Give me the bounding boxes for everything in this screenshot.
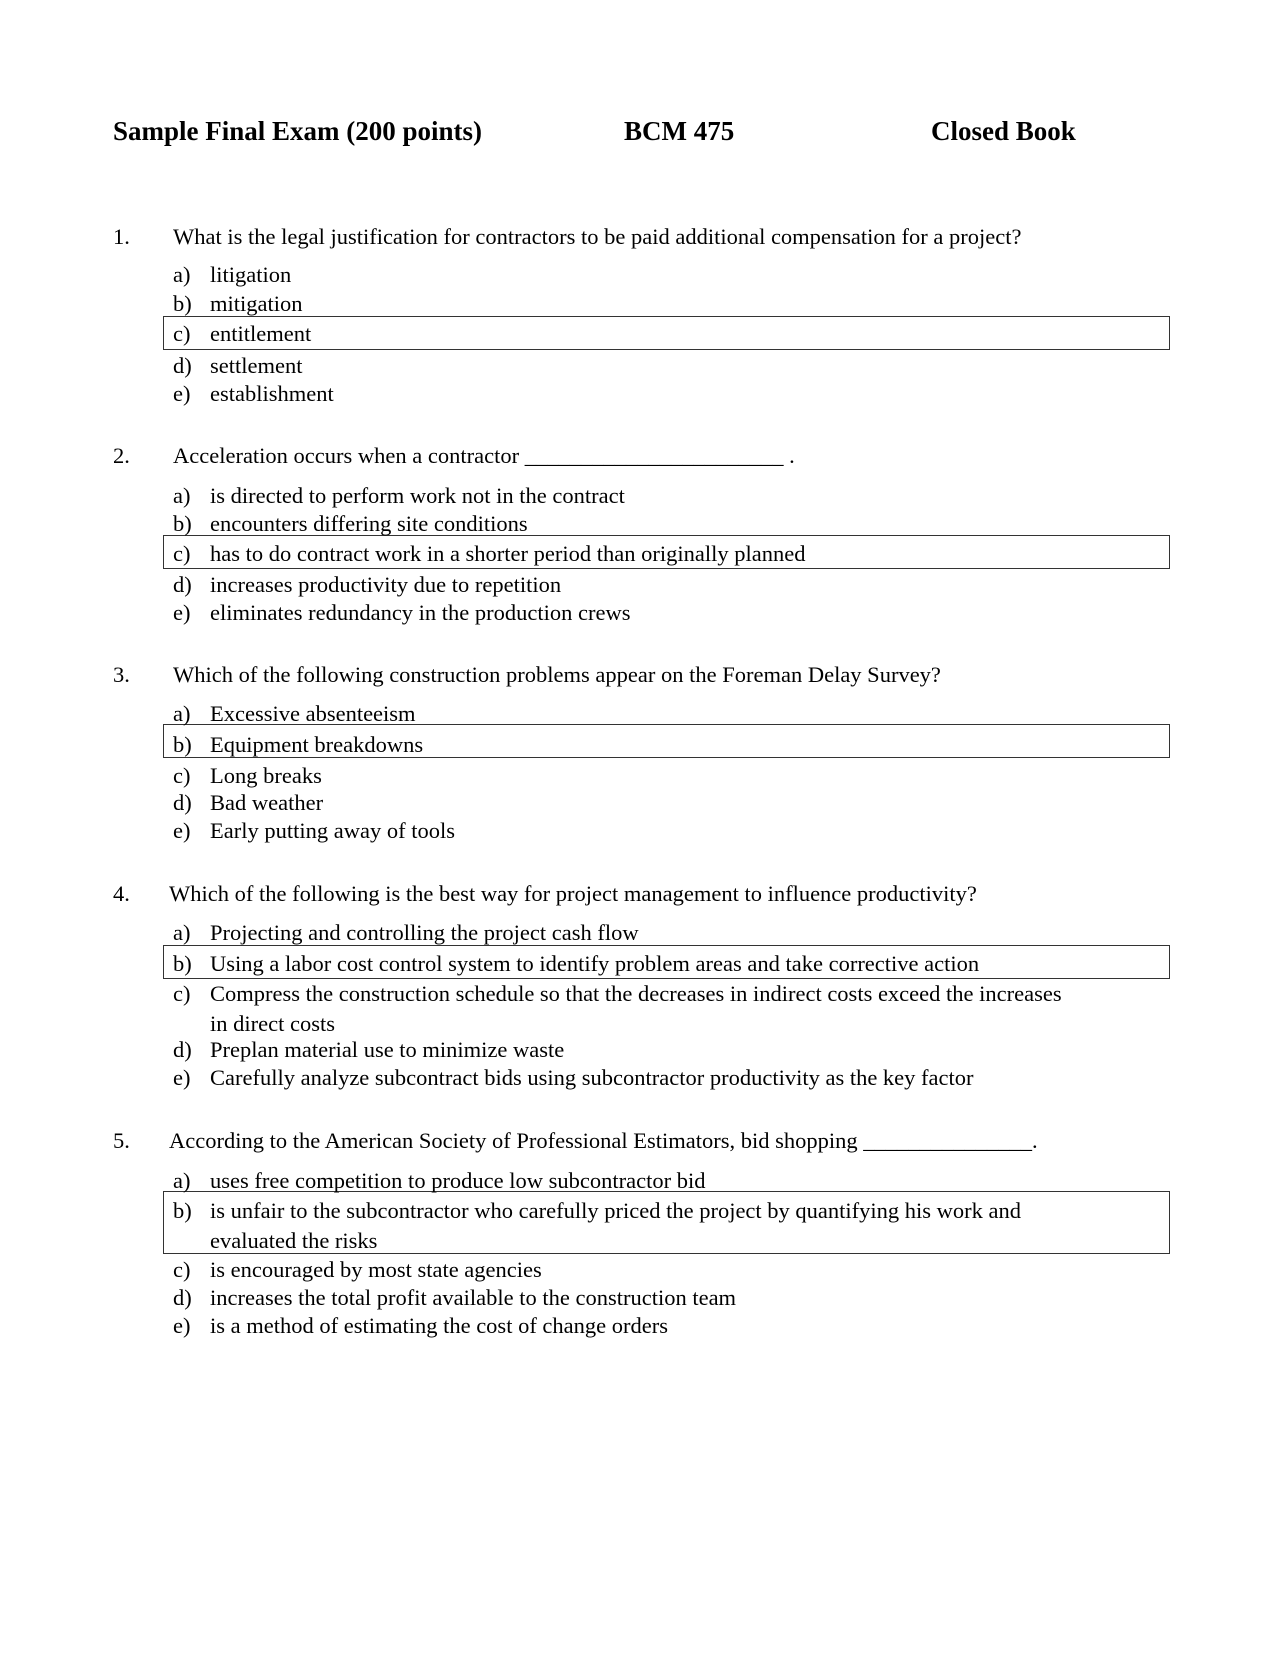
option-letter: d) xyxy=(173,353,192,378)
question-number: 5. xyxy=(113,1128,130,1153)
answer-highlight-box xyxy=(163,316,1170,350)
question-text: According to the American Society of Professional Estimators, bid shopping _______________. xyxy=(169,1128,1038,1153)
option-text: litigation xyxy=(210,262,292,287)
option-letter: b) xyxy=(173,732,192,757)
option-letter: b) xyxy=(173,951,192,976)
option-letter: e) xyxy=(173,600,191,625)
option-text: Equipment breakdowns xyxy=(210,732,424,757)
option-text: Using a labor cost control system to identify problem areas and take corrective action xyxy=(210,951,980,976)
option-letter: a) xyxy=(173,920,191,945)
option-letter: d) xyxy=(173,572,192,597)
option-letter: d) xyxy=(173,790,192,815)
exam-format: Closed Book xyxy=(931,116,1076,146)
option-text: entitlement xyxy=(210,321,312,346)
option-letter: c) xyxy=(173,763,191,788)
option-text: increases productivity due to repetition xyxy=(210,572,562,597)
course-code: BCM 475 xyxy=(624,116,735,146)
option-letter: d) xyxy=(173,1037,192,1062)
question-text: Acceleration occurs when a contractor _______________________ . xyxy=(173,443,795,468)
exam-header xyxy=(0,116,1280,156)
option-text: increases the total profit available to the construction team xyxy=(210,1285,737,1310)
question-text: Which of the following is the best way for project management to influence productivity? xyxy=(169,881,977,906)
option-text: encounters differing site conditions xyxy=(210,511,528,536)
option-text: Compress the construction schedule so that the decreases in indirect costs exceed the increases in direct costs xyxy=(210,981,1062,1036)
option-text: Bad weather xyxy=(210,790,324,815)
question-number: 4. xyxy=(113,881,130,906)
option-letter: c) xyxy=(173,981,191,1006)
option-letter: b) xyxy=(173,511,192,536)
option-letter: c) xyxy=(173,541,191,566)
option-text: is unfair to the subcontractor who carefully priced the project by quantifying his work and evaluated the risks xyxy=(210,1198,1022,1253)
option-text: uses free competition to produce low subcontractor bid xyxy=(210,1168,706,1193)
option-text: Excessive absenteeism xyxy=(210,701,416,726)
question-text: What is the legal justification for contractors to be paid additional compensation for a project? xyxy=(173,224,1022,249)
exam-title: Sample Final Exam (200 points) xyxy=(113,116,483,146)
option-text: settlement xyxy=(210,353,303,378)
option-letter: a) xyxy=(173,483,191,508)
question-number: 1. xyxy=(113,224,130,249)
question-number: 2. xyxy=(113,443,130,468)
question-text: Which of the following construction problems appear on the Foreman Delay Survey? xyxy=(173,662,941,687)
option-letter: d) xyxy=(173,1285,192,1310)
option-letter: e) xyxy=(173,381,191,406)
option-text: Long breaks xyxy=(210,763,322,788)
option-text: is encouraged by most state agencies xyxy=(210,1257,542,1282)
option-letter: e) xyxy=(173,1065,191,1090)
option-letter: a) xyxy=(173,1168,191,1193)
option-text: eliminates redundancy in the production crews xyxy=(210,600,631,625)
option-text: has to do contract work in a shorter period than originally planned xyxy=(210,541,806,566)
option-text: is a method of estimating the cost of change orders xyxy=(210,1313,668,1338)
option-letter: b) xyxy=(173,1198,192,1223)
option-letter: e) xyxy=(173,818,191,843)
option-letter: c) xyxy=(173,1257,191,1282)
option-text: Early putting away of tools xyxy=(210,818,455,843)
option-letter: c) xyxy=(173,321,191,346)
option-text: mitigation xyxy=(210,291,303,316)
option-letter: a) xyxy=(173,262,191,287)
option-text: Preplan material use to minimize waste xyxy=(210,1037,565,1062)
option-letter: e) xyxy=(173,1313,191,1338)
option-letter: b) xyxy=(173,291,192,316)
question-number: 3. xyxy=(113,662,130,687)
option-text: Carefully analyze subcontract bids using subcontractor productivity as the key factor xyxy=(210,1065,974,1090)
option-letter: a) xyxy=(173,701,191,726)
option-text: Projecting and controlling the project cash flow xyxy=(210,920,639,945)
option-text: is directed to perform work not in the contract xyxy=(210,483,625,508)
option-text: establishment xyxy=(210,381,334,406)
